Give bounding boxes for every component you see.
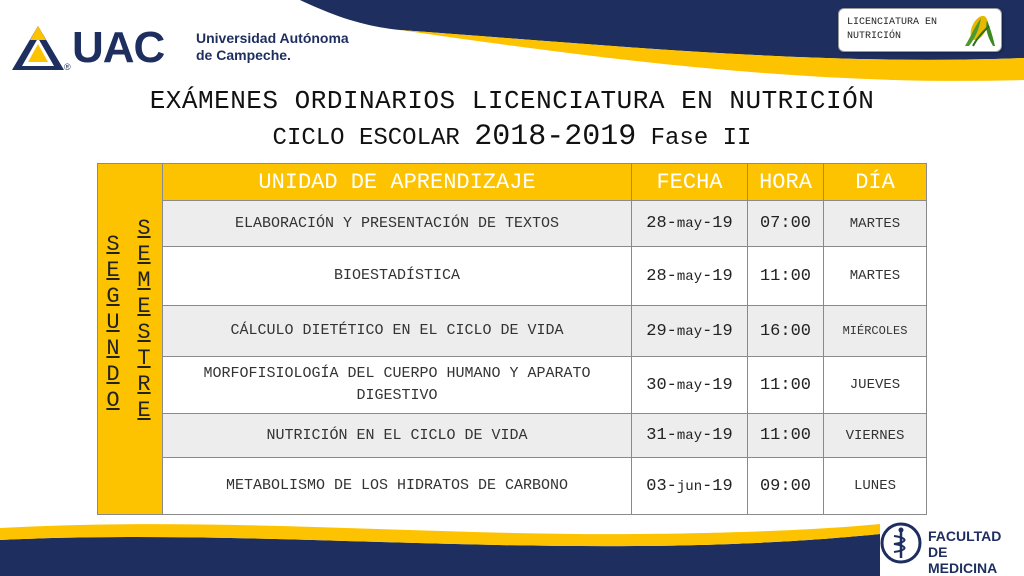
program-badge-text	[847, 16, 937, 44]
date-cell: 29-may-19	[632, 306, 748, 357]
semester-letter: E	[137, 398, 151, 423]
subtitle-year: 2018-2019	[474, 120, 637, 154]
table-row	[98, 306, 927, 357]
semester-label-cell	[98, 164, 163, 515]
exam-schedule-table	[97, 163, 927, 515]
header-subject: UNIDAD DE APRENDIZAJE	[163, 164, 632, 201]
faculty-logo	[878, 520, 1024, 576]
semester-letter: R	[137, 372, 151, 397]
semester-label-semestre	[134, 216, 154, 424]
subject-cell: NUTRICIÓN EN EL CICLO DE VIDA	[163, 414, 632, 458]
semester-letter: N	[106, 336, 120, 361]
semester-label-segundo	[103, 232, 123, 414]
day-cell: VIERNES	[824, 414, 927, 458]
subject-cell: MORFOFISIOLOGÍA DEL CUERPO HUMANO Y APARATO DIGESTIVO	[163, 357, 632, 414]
university-name	[196, 30, 349, 64]
logo-wordmark: UAC	[72, 23, 165, 72]
semester-letter: M	[137, 268, 151, 293]
semester-letter: T	[137, 346, 151, 371]
table-row	[98, 414, 927, 458]
semester-letter: U	[106, 310, 120, 335]
faculty-name	[928, 528, 1024, 576]
subtitle-prefix: CICLO ESCOLAR	[272, 125, 460, 152]
hour-cell: 11:00	[748, 357, 824, 414]
table-row	[98, 357, 927, 414]
hour-cell: 07:00	[748, 201, 824, 247]
header-date: FECHA	[632, 164, 748, 201]
subject-cell: ELABORACIÓN Y PRESENTACIÓN DE TEXTOS	[163, 201, 632, 247]
date-cell: 28-may-19	[632, 201, 748, 247]
semester-letter: S	[137, 320, 151, 345]
hour-cell: 09:00	[748, 458, 824, 515]
subtitle-suffix: Fase II	[650, 125, 752, 152]
date-cell: 31-may-19	[632, 414, 748, 458]
semester-letter: S	[137, 216, 151, 241]
uac-triangle-logo-icon	[10, 24, 66, 72]
date-cell: 30-may-19	[632, 357, 748, 414]
subject-cell: BIOESTADÍSTICA	[163, 247, 632, 306]
semester-letter: E	[106, 258, 120, 283]
semester-letter: O	[106, 388, 120, 413]
medicine-caduceus-icon	[880, 522, 922, 564]
subject-cell: CÁLCULO DIETÉTICO EN EL CICLO DE VIDA	[163, 306, 632, 357]
university-logo	[6, 22, 366, 78]
header-hour: HORA	[748, 164, 824, 201]
date-cell: 28-may-19	[632, 247, 748, 306]
table-row	[98, 458, 927, 515]
university-name-line1: Universidad Autónoma	[196, 30, 349, 46]
hour-cell: 16:00	[748, 306, 824, 357]
badge-line2: NUTRICIÓN	[847, 31, 902, 42]
day-cell: MARTES	[824, 201, 927, 247]
header-day: DÍA	[824, 164, 927, 201]
day-cell: MARTES	[824, 247, 927, 306]
hour-cell: 11:00	[748, 414, 824, 458]
faculty-line2: MEDICINA	[928, 560, 998, 576]
day-cell: JUEVES	[824, 357, 927, 414]
semester-letter: G	[106, 284, 120, 309]
day-cell: LUNES	[824, 458, 927, 515]
semester-letter: D	[106, 362, 120, 387]
semester-letter: E	[137, 294, 151, 319]
registered-mark: ®	[64, 62, 71, 72]
table-row	[98, 201, 927, 247]
table-row	[98, 247, 927, 306]
semester-letter: E	[137, 242, 151, 267]
corn-icon	[961, 12, 997, 48]
date-cell: 03-jun-19	[632, 458, 748, 515]
day-cell: MIÉRCOLES	[824, 306, 927, 357]
faculty-line1: FACULTAD DE	[928, 528, 1002, 560]
hour-cell: 11:00	[748, 247, 824, 306]
subject-cell: METABOLISMO DE LOS HIDRATOS DE CARBONO	[163, 458, 632, 515]
page-subtitle	[0, 120, 1024, 154]
semester-letter: S	[106, 232, 120, 257]
program-badge	[838, 8, 1002, 52]
badge-line1: LICENCIATURA EN	[847, 17, 938, 28]
university-name-line2: de Campeche.	[196, 47, 291, 63]
table-header-row	[98, 164, 927, 201]
page-title: EXÁMENES ORDINARIOS LICENCIATURA EN NUTRICIÓN	[149, 86, 875, 116]
